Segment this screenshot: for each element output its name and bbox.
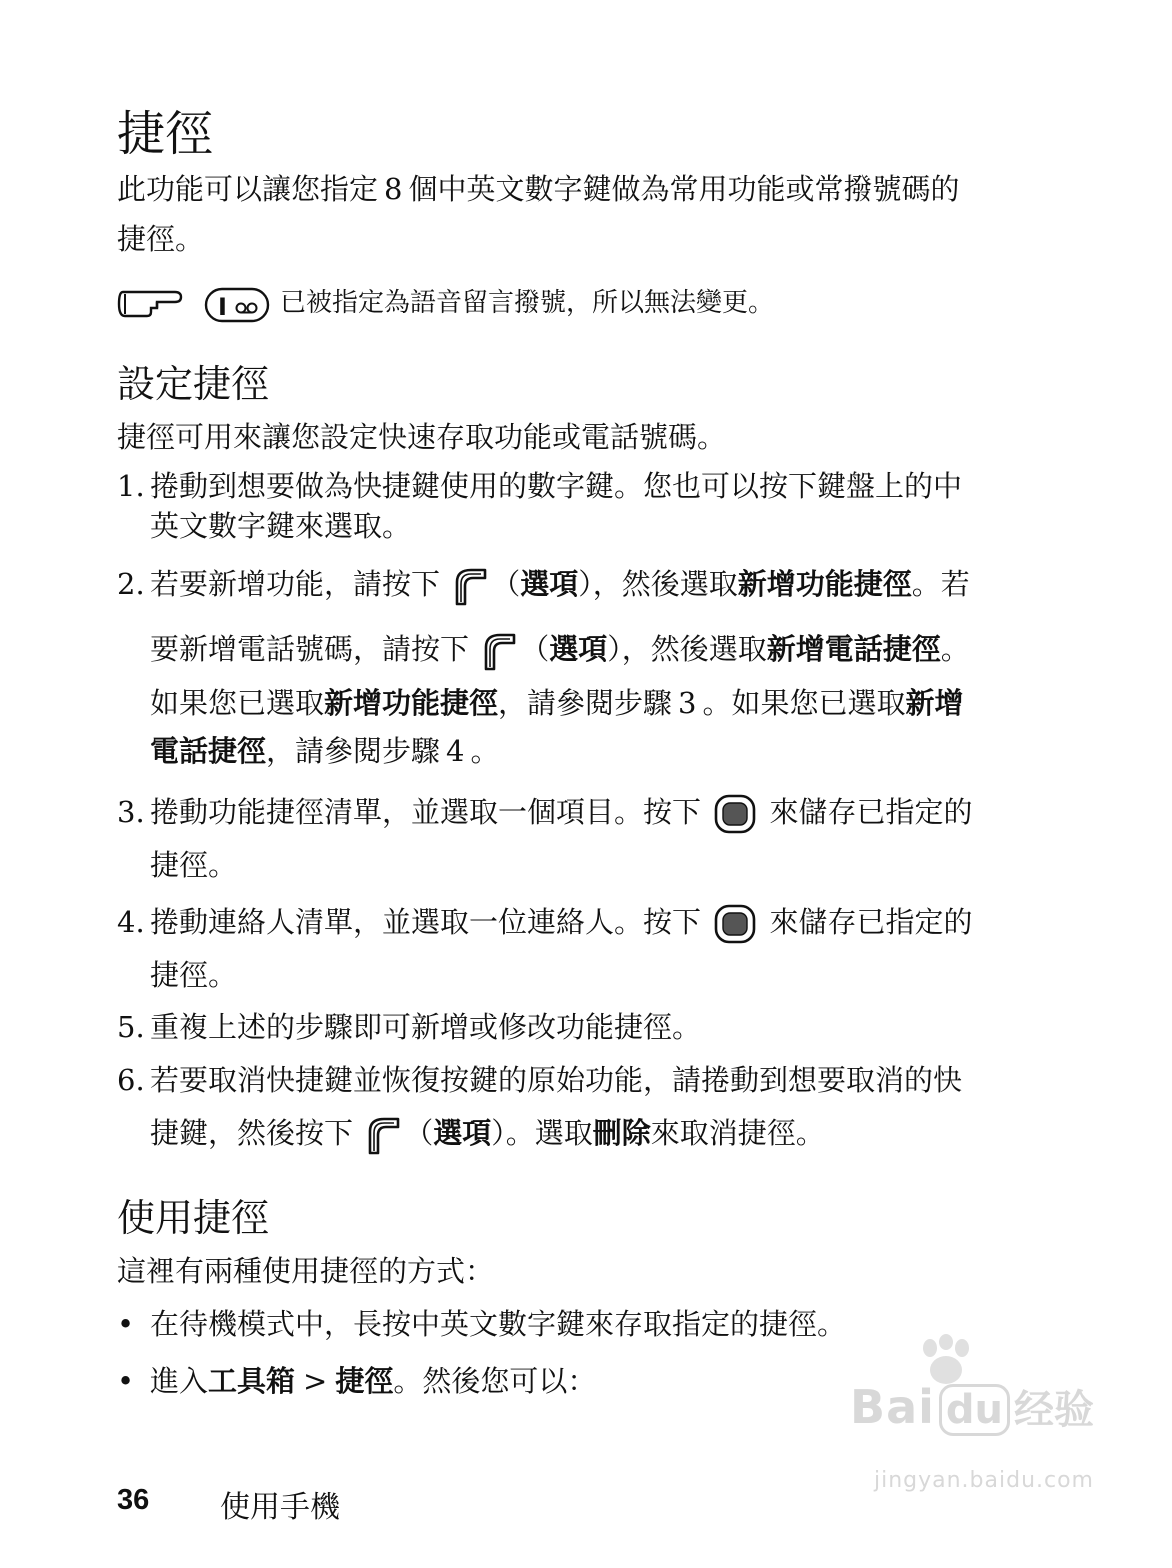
- text: 選項: [433, 1116, 492, 1150]
- ok-key-icon: [714, 794, 756, 834]
- intro-line-1: [117, 170, 959, 208]
- options-softkey-icon: [364, 1115, 402, 1155]
- text: 。然後您可以：: [393, 1364, 597, 1398]
- text: 要新增電話號碼，請按下: [150, 632, 470, 666]
- step-4-line-1: [150, 903, 972, 944]
- step-1-line-2: 英文數字鍵來選取。: [150, 509, 412, 543]
- step-number: 2.: [117, 567, 145, 601]
- text: 如果您已選取: [150, 686, 325, 720]
- note-pointer-icon: [117, 286, 189, 322]
- text: ，請參閱步驟: [266, 734, 441, 768]
- bullet-item-2: [150, 1362, 596, 1400]
- text: 來儲存已指定的: [769, 795, 973, 829]
- watermark-url: jingyan.baidu.com: [873, 1468, 1094, 1493]
- text: 選項: [520, 567, 579, 601]
- note-text: 已被指定為語音留言撥號，所以無法變更。: [280, 288, 775, 318]
- step-2-line-1: [150, 565, 970, 606]
- step-number: 6.: [117, 1063, 145, 1097]
- footer-section: 使用手機: [220, 1490, 340, 1525]
- step-5-line-1: 重複上述的步驟即可新增或修改功能捷徑。: [150, 1010, 702, 1044]
- text: 捲動連絡人清單，並選取一位連絡人。按下: [150, 905, 702, 939]
- text: >: [303, 1364, 328, 1398]
- text: 進入: [150, 1364, 209, 1398]
- paw-icon: [916, 1334, 976, 1390]
- step-4-line-2: 捷徑。: [150, 958, 238, 992]
- text: 3: [678, 686, 697, 720]
- text: 來取消捷徑。: [650, 1116, 825, 1150]
- step-2-line-2: [150, 630, 970, 671]
- text: 。若: [911, 567, 970, 601]
- text: ，請參閱步驟: [498, 686, 673, 720]
- text: 若要新增功能，請按下: [150, 567, 441, 601]
- text: 捷徑: [335, 1364, 394, 1398]
- bullet-item-1: 在待機模式中，長按中英文數字鍵來存取指定的捷徑。: [150, 1307, 847, 1341]
- text: 捷鍵，然後按下: [150, 1116, 354, 1150]
- text: ），然後選取: [607, 632, 767, 666]
- section-heading-set: 設定捷徑: [117, 362, 270, 406]
- text: 來儲存已指定的: [769, 905, 973, 939]
- intro-line-2: 捷徑。: [117, 222, 205, 256]
- bullet-icon: •: [117, 1364, 135, 1398]
- text: （: [491, 567, 521, 601]
- options-softkey-icon: [480, 631, 518, 671]
- step-number: 4.: [117, 905, 145, 939]
- intro-text-b: 個中英文數字鍵做為常用功能或常撥號碼的: [408, 172, 960, 206]
- section-heading-use: 使用捷徑: [117, 1196, 270, 1240]
- step-3-line-2: 捷徑。: [150, 848, 238, 882]
- text: （: [404, 1116, 434, 1150]
- text: 。: [940, 632, 970, 666]
- watermark-brand-a: Bai: [850, 1380, 935, 1434]
- text: 新增功能捷徑: [737, 567, 912, 601]
- page-number: 36: [117, 1484, 150, 1516]
- step-2-line-3: [150, 684, 964, 722]
- text: 。: [470, 734, 500, 768]
- baidu-watermark: [850, 1378, 1094, 1493]
- intro-text-a: 此功能可以讓您指定: [117, 172, 379, 206]
- text: （: [520, 632, 550, 666]
- svg-text:I: I: [218, 293, 227, 321]
- text: ）。選取: [491, 1116, 593, 1150]
- text: 選項: [549, 632, 608, 666]
- text: 新增: [905, 686, 964, 720]
- step-6-line-2: [150, 1114, 825, 1155]
- text: 電話捷徑: [150, 734, 267, 768]
- ok-key-icon: [714, 904, 756, 944]
- options-softkey-icon: [451, 566, 489, 606]
- step-number: 5.: [117, 1010, 145, 1044]
- page-title: 捷徑: [117, 106, 214, 162]
- text: 工具箱: [208, 1364, 296, 1398]
- section-use-desc: 這裡有兩種使用捷徑的方式：: [117, 1254, 495, 1288]
- text: ），然後選取: [578, 567, 738, 601]
- step-2-line-4: [150, 732, 500, 770]
- step-number: 3.: [117, 795, 145, 829]
- step-3-line-1: [150, 793, 972, 834]
- text: 捲動功能捷徑清單，並選取一個項目。按下: [150, 795, 702, 829]
- text: 4: [446, 734, 465, 768]
- voicemail-key-icon: [204, 286, 270, 324]
- intro-number: 8: [384, 172, 403, 206]
- text: 新增電話捷徑: [766, 632, 941, 666]
- bullet-icon: •: [117, 1307, 135, 1341]
- step-number: 1.: [117, 469, 145, 503]
- text: 。如果您已選取: [702, 686, 906, 720]
- text: 刪除: [592, 1116, 651, 1150]
- step-6-line-1: 若要取消快捷鍵並恢復按鍵的原始功能，請捲動到想要取消的快: [150, 1063, 963, 1097]
- watermark-brand-c: 经验: [1014, 1387, 1094, 1433]
- watermark-brand-b: du: [939, 1384, 1010, 1436]
- section-set-desc: 捷徑可用來讓您設定快速存取功能或電話號碼。: [117, 420, 727, 454]
- text: 新增功能捷徑: [324, 686, 499, 720]
- step-1-line-1: 捲動到想要做為快捷鍵使用的數字鍵。您也可以按下鍵盤上的中: [150, 469, 963, 503]
